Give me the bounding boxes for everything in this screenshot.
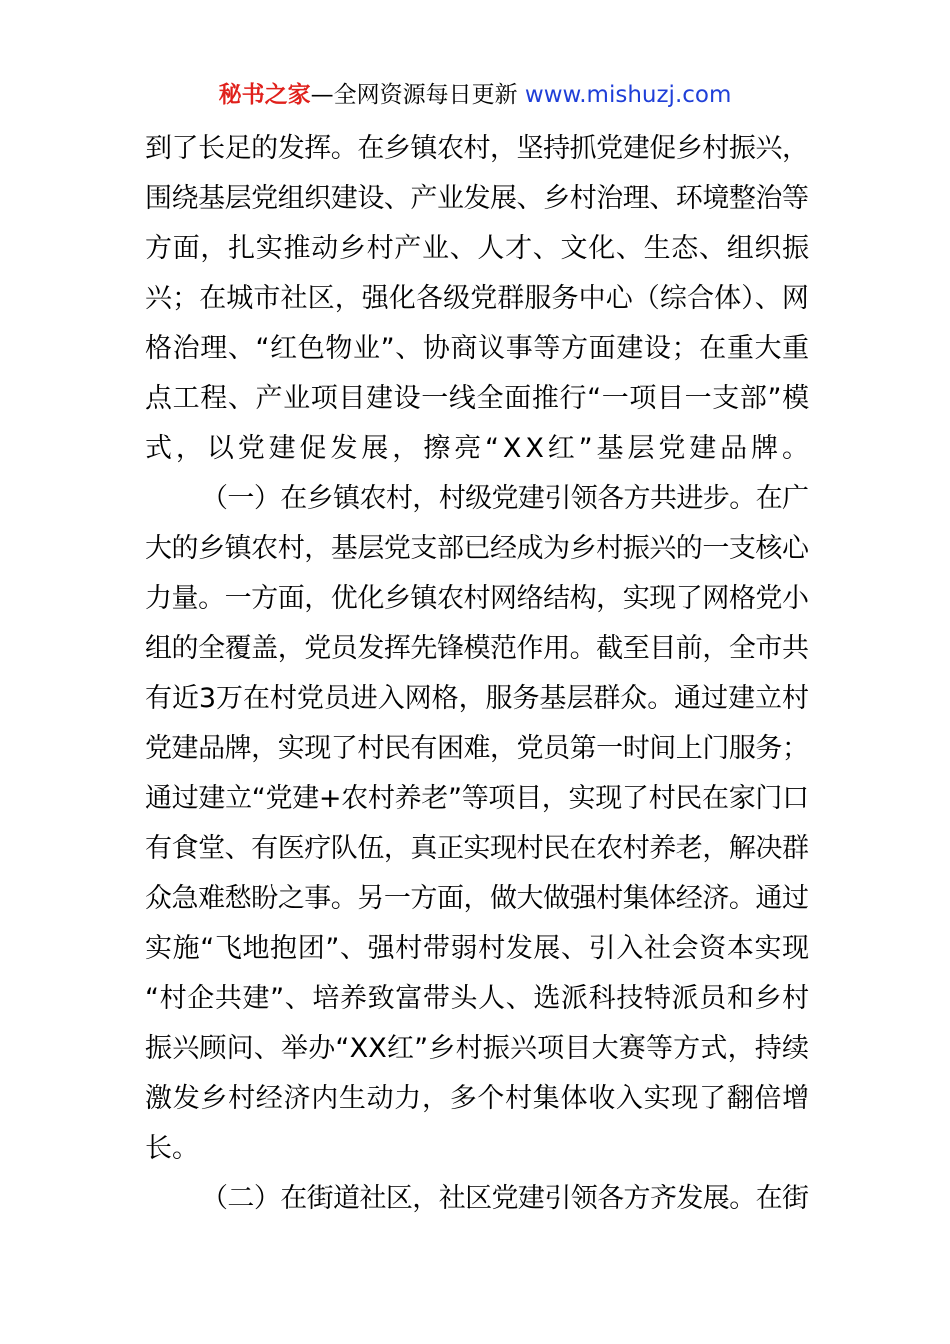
text-line: 激发乡村经济内生动力，多个村集体收入实现了翻倍增 [145, 1083, 810, 1114]
text-line: 点工程、产业项目建设一线全面推行“一项目一支部”模 [145, 383, 810, 414]
text-line: “村企共建”、培养致富带头人、选派科技特派员和乡村 [145, 983, 810, 1014]
site-header [0, 78, 950, 112]
text-line: 党建品牌，实现了村民有困难，党员第一时间上门服务； [145, 733, 809, 764]
text-line: 方面，扎实推动乡村产业、人才、文化、生态、组织振 [145, 233, 810, 264]
header-tagline: —全网资源每日更新 [310, 82, 525, 108]
text-line: 兴；在城市社区，强化各级党群服务中心（综合体）、网 [145, 283, 809, 314]
text-line: 通过建立“党建+农村养老”等项目，实现了村民在家门口 [145, 783, 809, 814]
text-line: 长。 [145, 1133, 199, 1164]
text-line: 力量。一方面，优化乡镇农村网络结构，实现了网格党小 [145, 583, 809, 614]
text-line: 组的全覆盖，党员发挥先锋模范作用。截至目前，全市共 [145, 633, 809, 664]
text-line: 有食堂、有医疗队伍，真正实现村民在农村养老，解决群 [145, 833, 809, 864]
paragraph-first-line: （一）在乡镇农村，村级党建引领各方共进步。在广 [201, 483, 809, 514]
text-line: 实施“飞地抱团”、强村带弱村发展、引入社会资本实现 [145, 933, 810, 964]
brand-name: 秘书之家 [218, 82, 311, 108]
text-line: 式，以党建促发展，擦亮“XX红”基层党建品牌。 [145, 433, 813, 464]
paragraph-first-line: （二）在街道社区，社区党建引领各方齐发展。在街 [201, 1183, 809, 1214]
text-line: 大的乡镇农村，基层党支部已经成为乡村振兴的一支核心 [145, 533, 809, 564]
text-line: 有近3万在村党员进入网格，服务基层群众。通过建立村 [145, 683, 809, 714]
text-line: 众急难愁盼之事。另一方面，做大做强村集体经济。通过 [145, 883, 809, 914]
text-line: 格治理、“红色物业”、协商议事等方面建设；在重大重 [145, 333, 810, 364]
site-url-link[interactable]: www.mishuzj.com [524, 82, 732, 108]
text-line: 围绕基层党组织建设、产业发展、乡村治理、环境整治等 [145, 183, 809, 214]
document-body [145, 124, 813, 1224]
text-line: 到了长足的发挥。在乡镇农村，坚持抓党建促乡村振兴， [145, 133, 809, 164]
text-line: 振兴顾问、举办“XX红”乡村振兴项目大赛等方式，持续 [145, 1033, 810, 1064]
